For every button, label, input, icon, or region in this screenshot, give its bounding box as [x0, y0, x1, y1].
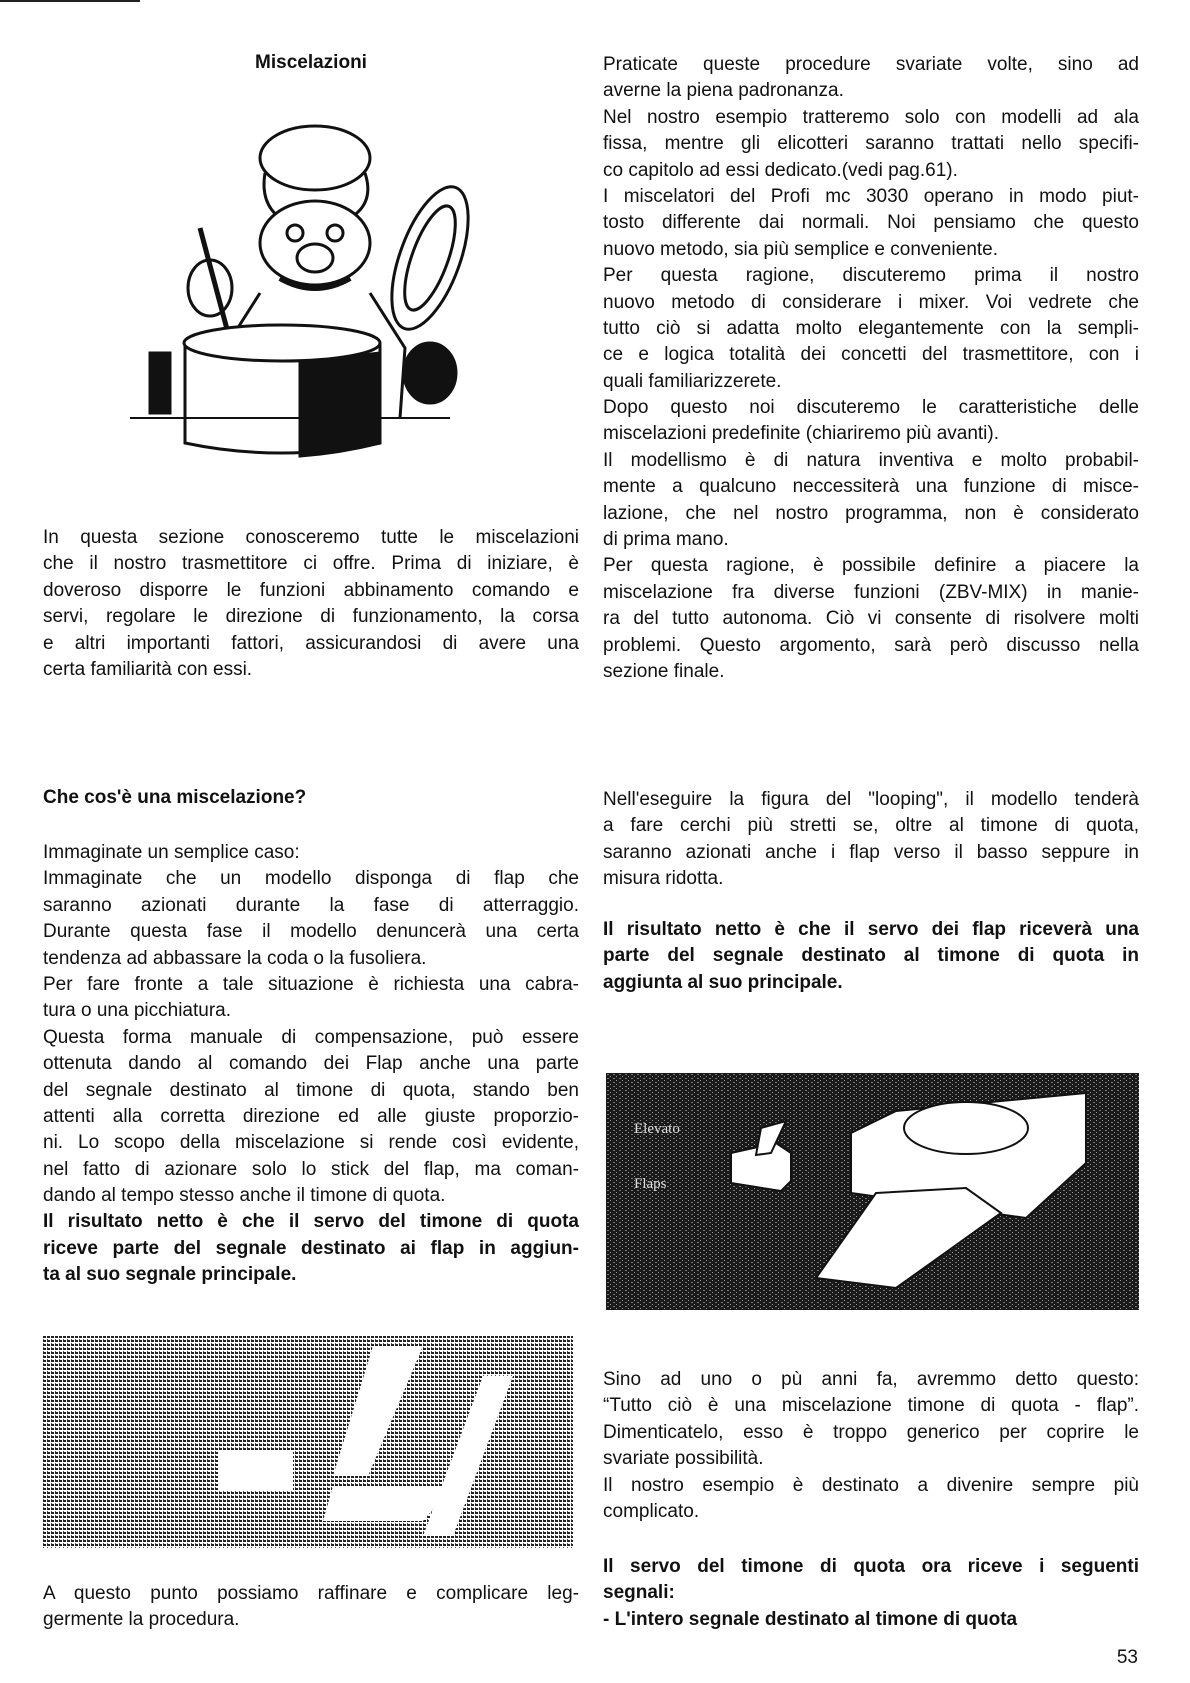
- text-line: a fare cerchi più stretti se, oltre al timone di quota,: [603, 815, 1139, 837]
- text-line: tura o una picchiatura.: [43, 1000, 232, 1022]
- text-line: nuovo metodo, sia più semplice e conveniente.: [603, 238, 999, 260]
- text-line: mente a qualcuno neccessiterà una funzione di misce-: [603, 476, 1139, 498]
- text-line: Il servo del timone di quota ora riceve i seguenti: [603, 1556, 1139, 1577]
- wing-flap-figure: [43, 1336, 573, 1548]
- text-line: aggiunta al suo principale.: [603, 971, 843, 993]
- text-line: Per questa ragione, è possibile definire a piacere la: [603, 555, 1139, 577]
- text-line: doveroso disporre le funzioni abbinamento comando e: [43, 579, 579, 601]
- text-line: tosto differente dai normali. Noi pensiamo che questo: [603, 212, 1139, 234]
- text-line: Il nostro esempio è destinato a divenire sempre più: [603, 1474, 1139, 1496]
- intro-right-paragraphs: [603, 52, 1139, 685]
- text-line: miscelazione fra diverse funzioni (ZBV-MIX) in manie-: [603, 581, 1139, 603]
- text-line: Nell'eseguire la figura del "looping", il modello tenderà: [603, 789, 1139, 810]
- text-line: germente la procedura.: [43, 1609, 240, 1631]
- text-line: di prima mano.: [603, 529, 729, 551]
- text-line: Il risultato netto è che il servo del timone di quota: [43, 1211, 579, 1233]
- refine-paragraph: [43, 1581, 579, 1634]
- text-line: del segnale destinato al timone di quota, stando ben: [43, 1079, 579, 1101]
- past-paragraph: [603, 1367, 1139, 1525]
- text-line: parte del segnale destinato al timone di quota in: [603, 945, 1139, 967]
- text-line: Per questa ragione, discuteremo prima il nostro: [603, 265, 1139, 287]
- what-is-mixing-text: [43, 840, 579, 1289]
- text-line: attenti alla corretta direzione ed alle giuste proporzio-: [43, 1105, 579, 1127]
- text-line: riceve parte del segnale destinato ai flap in aggiun-: [43, 1237, 579, 1259]
- text-line: sezione finale.: [603, 660, 725, 682]
- text-line: nuovo metodo di considerare i mixer. Voi vedrete che: [603, 291, 1139, 313]
- text-line: ra del tutto autonoma. Ciò vi consente di risolvere molti: [603, 608, 1139, 630]
- text-line: tutto ciò si adatta molto elegantemente con la sempli-: [603, 317, 1139, 339]
- text-line: miscelazioni predefinite (chiariremo più avanti).: [603, 423, 1000, 445]
- looping-paragraph: [603, 787, 1139, 893]
- text-line: Il risultato netto è che il servo dei flap riceverà una: [603, 919, 1139, 940]
- elevator-label: Elevato: [634, 1121, 680, 1137]
- result-paragraph: [603, 917, 1139, 996]
- text-line: Il modellismo è di natura inventiva e molto probabil-: [603, 449, 1139, 471]
- text-line: Dopo questo noi discuteremo le caratteristiche delle: [603, 397, 1139, 419]
- text-line: e altri importanti fattori, assicurandosi di avere una: [43, 632, 579, 654]
- text-line: Questa forma manuale di compensazione, può essere: [43, 1026, 579, 1048]
- text-line: A questo punto possiamo raffinare e complicare leg-: [43, 1583, 579, 1604]
- text-line: problemi. Questo argomento, sarà però discusso nella: [603, 634, 1139, 656]
- text-line: Nel nostro esempio tratteremo solo con modelli ad ala: [603, 106, 1139, 128]
- text-line: Sino ad uno o pù anni fa, avremmo detto questo:: [603, 1369, 1139, 1390]
- text-line: saranno azionati anche i flap verso il basso seppure in: [603, 841, 1139, 863]
- section-heading: Che cos'è una miscelazione?: [43, 787, 307, 808]
- text-line: Per fare fronte a tale situazione è richiesta una cabra-: [43, 973, 579, 995]
- flaps-label: Flaps: [634, 1176, 667, 1192]
- text-line: “Tutto ciò è una miscelazione timone di quota - flap”.: [603, 1395, 1139, 1417]
- text-line: ta al suo segnale principale.: [43, 1264, 297, 1286]
- model-mixing-figure: [606, 1073, 1139, 1310]
- text-line: In questa sezione conosceremo tutte le miscelazioni: [43, 527, 579, 548]
- chef-illustration: [130, 118, 490, 463]
- text-line: tendenza ad abbassare la coda o la fusoliera.: [43, 947, 427, 969]
- text-line: ottenuta dando al comando dei Flap anche una parte: [43, 1053, 579, 1075]
- text-line: lazione, che nel nostro programma, non è considerato: [603, 502, 1139, 524]
- text-line: quali familiarizzerete.: [603, 370, 782, 392]
- text-line: co capitolo ad essi dedicato.(vedi pag.61).: [603, 159, 958, 181]
- text-line: che il nostro trasmettitore ci offre. Prima di iniziare, è: [43, 553, 579, 575]
- page-title: Miscelazioni: [255, 52, 367, 73]
- page-number: 53: [1116, 1647, 1138, 1668]
- text-line: misura ridotta.: [603, 868, 724, 890]
- text-line: averne la piena padronanza.: [603, 80, 844, 102]
- text-line: svariate possibilità.: [603, 1448, 764, 1470]
- text-line: Dimenticatelo, esso è troppo generico per coprire le: [603, 1421, 1139, 1443]
- text-line: dando al tempo stesso anche il timone di quota.: [43, 1185, 446, 1207]
- intro-left-paragraph: [43, 525, 579, 683]
- text-line: I miscelatori del Profi mc 3030 operano in modo piut-: [603, 185, 1139, 207]
- text-line: Immaginate un semplice caso:: [43, 842, 300, 863]
- text-line: saranno azionati durante la fase di atterraggio.: [43, 894, 579, 916]
- text-line: Durante questa fase il modello denuncerà una certa: [43, 921, 579, 943]
- text-line: complicato.: [603, 1500, 700, 1522]
- text-line: segnali:: [603, 1582, 675, 1604]
- signals-paragraph: [603, 1554, 1139, 1633]
- text-line: nel fatto di azionare solo lo stick del flap, ma coman-: [43, 1158, 579, 1180]
- text-line: certa familiarità con essi.: [43, 658, 253, 680]
- text-line: ni. Lo scopo della miscelazione si rende così evidente,: [43, 1132, 579, 1154]
- text-line: servi, regolare le direzione di funzionamento, la corsa: [43, 606, 579, 628]
- text-line: - L'intero segnale destinato al timone di quota: [603, 1608, 1018, 1630]
- text-line: ce e logica totalità dei concetti del trasmettitore, con i: [603, 344, 1139, 366]
- text-line: fissa, mentre gli elicotteri saranno trattati nello specifi-: [603, 133, 1139, 155]
- top-rule: [0, 0, 140, 2]
- text-line: Praticate queste procedure svariate volte, sino ad: [603, 54, 1139, 75]
- text-line: Immaginate che un modello disponga di flap che: [43, 868, 579, 890]
